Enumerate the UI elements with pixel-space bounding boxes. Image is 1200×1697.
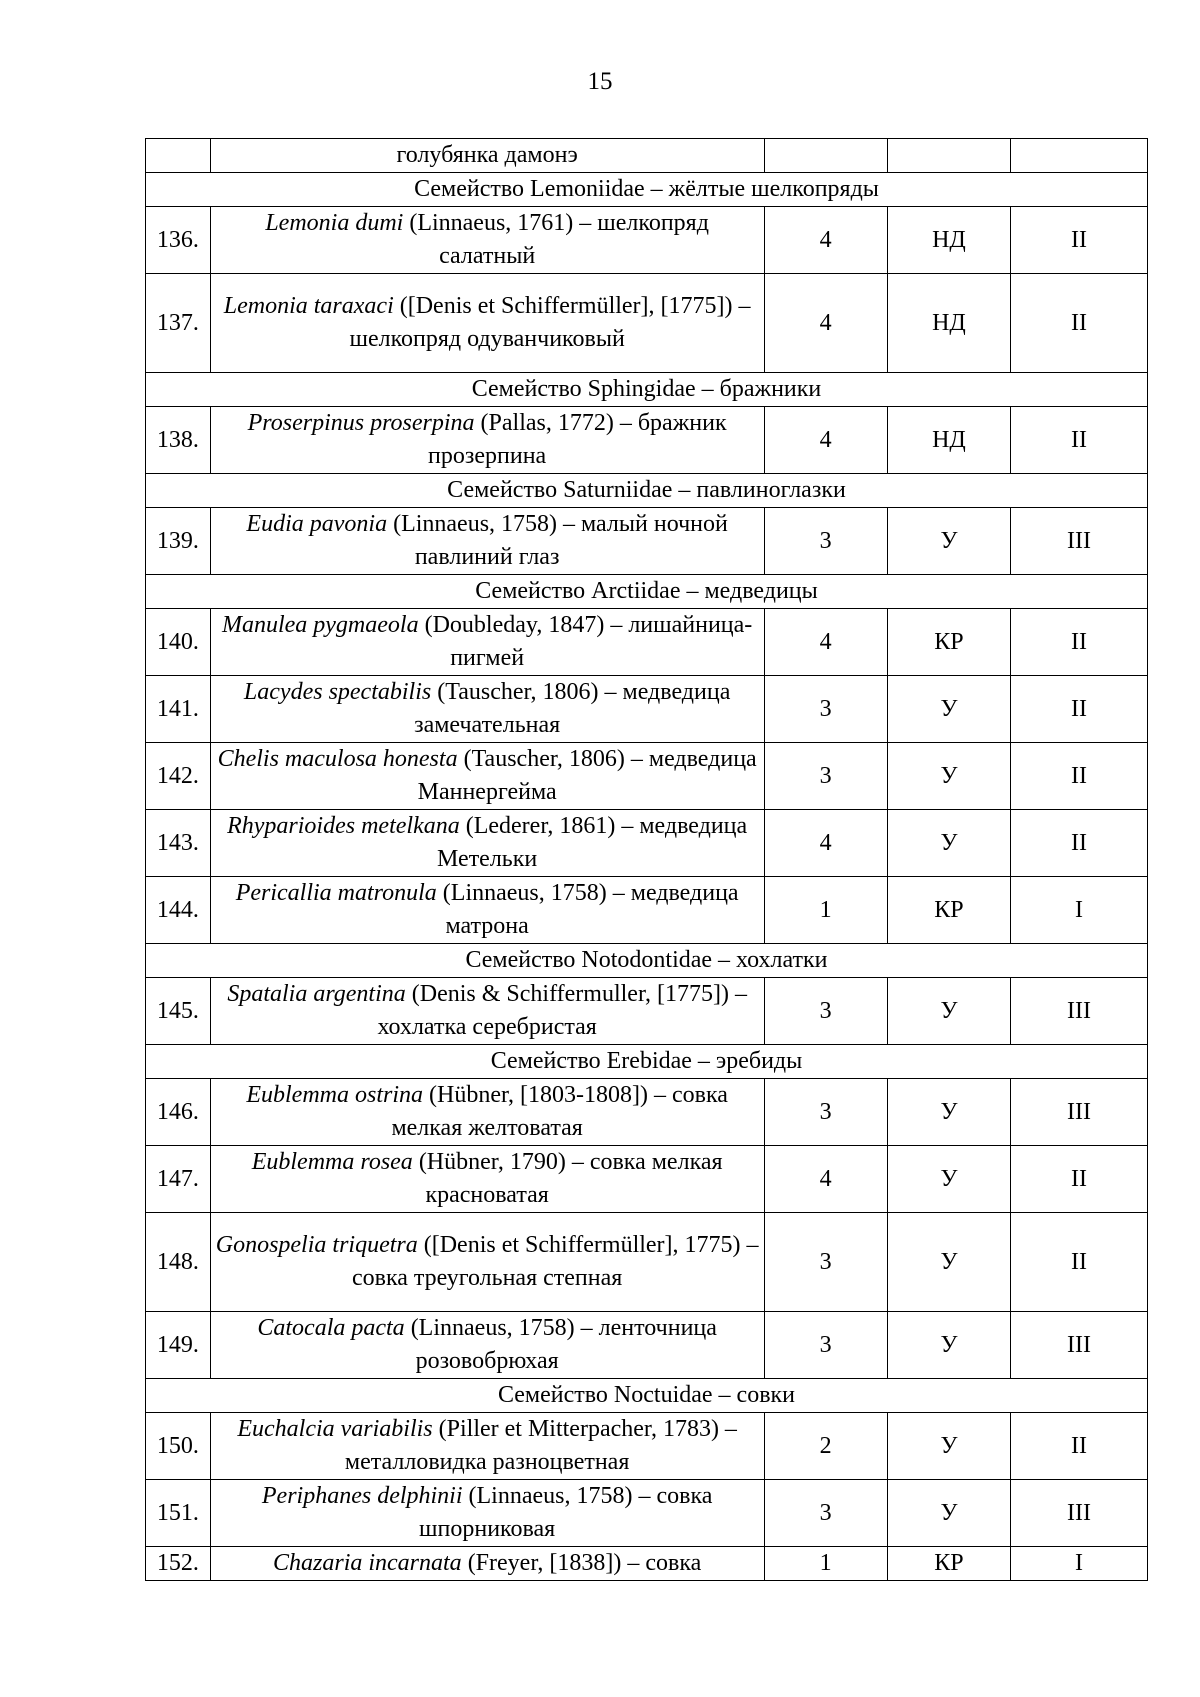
species-name bbox=[210, 1413, 764, 1480]
latin-name: Eublemma ostrina bbox=[246, 1082, 424, 1108]
priority-value: II bbox=[1011, 676, 1148, 743]
latin-name: Chelis maculosa honesta bbox=[217, 746, 458, 772]
species-name bbox=[210, 810, 764, 877]
priority-value: I bbox=[1011, 1547, 1148, 1581]
status-value: У bbox=[887, 1312, 1010, 1379]
continuation-row bbox=[146, 139, 1148, 173]
priority-value: III bbox=[1011, 1079, 1148, 1146]
status-value: У bbox=[887, 1413, 1010, 1480]
category-value: 3 bbox=[764, 1079, 887, 1146]
author-and-common-name: (Hübner, 1790) – совка мелкая красноватая bbox=[412, 1149, 723, 1208]
category-value: 1 bbox=[764, 877, 887, 944]
author-and-common-name: (Lederer, 1861) – медведица Метельки bbox=[437, 813, 748, 872]
category-value: 4 bbox=[764, 609, 887, 676]
species-name bbox=[210, 978, 764, 1045]
family-header-row bbox=[146, 474, 1148, 508]
row-number: 142. bbox=[146, 743, 211, 810]
latin-name: Chazaria incarnata bbox=[273, 1550, 462, 1576]
latin-name: Spatalia argentina bbox=[227, 981, 406, 1007]
row-number: 150. bbox=[146, 1413, 211, 1480]
latin-name: Gonospelia triquetra bbox=[215, 1232, 418, 1258]
status-value: У bbox=[887, 1146, 1010, 1213]
row-number: 151. bbox=[146, 1480, 211, 1547]
family-title: Семейство Sphingidae – бражники bbox=[146, 373, 1148, 407]
category-value: 3 bbox=[764, 1312, 887, 1379]
page-number: 15 bbox=[587, 68, 613, 95]
latin-name: Catocala pacta bbox=[257, 1315, 405, 1341]
species-name bbox=[210, 1079, 764, 1146]
author-and-common-name: (Doubleday, 1847) – лишайница-пигмей bbox=[418, 612, 753, 671]
species-row bbox=[146, 810, 1148, 877]
category-value: 4 bbox=[764, 810, 887, 877]
author-and-common-name: (Linnaeus, 1758) – совка шпорниковая bbox=[419, 1483, 713, 1542]
family-title: Семейство Notodontidae – хохлатки bbox=[146, 944, 1148, 978]
latin-name: Manulea pygmaeola bbox=[221, 612, 419, 638]
row-number: 139. bbox=[146, 508, 211, 575]
author-and-common-name: ([Denis et Schiffermüller], 1775) – совка треугольная степная bbox=[351, 1232, 759, 1291]
species-row bbox=[146, 274, 1148, 373]
family-header-row bbox=[146, 1379, 1148, 1413]
latin-name: Eublemma rosea bbox=[251, 1149, 413, 1175]
row-number: 140. bbox=[146, 609, 211, 676]
status-value: У bbox=[887, 978, 1010, 1045]
species-row bbox=[146, 743, 1148, 810]
status-value: У bbox=[887, 743, 1010, 810]
species-name bbox=[210, 743, 764, 810]
category-value: 2 bbox=[764, 1413, 887, 1480]
author-and-common-name: (Linnaeus, 1758) – малый ночной павлиний глаз bbox=[387, 511, 728, 570]
author-and-common-name: (Freyer, [1838]) – совка bbox=[461, 1550, 702, 1576]
status-value: У bbox=[887, 810, 1010, 877]
category-value bbox=[764, 139, 887, 173]
status-value bbox=[887, 139, 1010, 173]
species-name bbox=[210, 1146, 764, 1213]
category-value: 3 bbox=[764, 508, 887, 575]
species-row bbox=[146, 1079, 1148, 1146]
row-number bbox=[146, 139, 211, 173]
priority-value: III bbox=[1011, 508, 1148, 575]
family-header-row bbox=[146, 575, 1148, 609]
species-name bbox=[210, 1480, 764, 1547]
author-and-common-name: (Hübner, [1803-1808]) – совка мелкая желтоватая bbox=[391, 1082, 728, 1141]
latin-name: Periphanes delphinii bbox=[261, 1483, 463, 1509]
priority-value: II bbox=[1011, 1213, 1148, 1312]
latin-name: Euchalcia variabilis bbox=[237, 1416, 433, 1442]
category-value: 3 bbox=[764, 743, 887, 810]
priority-value: II bbox=[1011, 810, 1148, 877]
family-title: Семейство Lemoniidae – жёлтые шелкопряды bbox=[146, 173, 1148, 207]
category-value: 4 bbox=[764, 207, 887, 274]
status-value: КР bbox=[887, 1547, 1010, 1581]
row-number: 145. bbox=[146, 978, 211, 1045]
latin-name: Lemonia dumi bbox=[265, 210, 404, 236]
family-header-row bbox=[146, 173, 1148, 207]
status-value: У bbox=[887, 1480, 1010, 1547]
species-table bbox=[145, 138, 1148, 1581]
species-row bbox=[146, 1413, 1148, 1480]
priority-value: II bbox=[1011, 609, 1148, 676]
priority-value: III bbox=[1011, 978, 1148, 1045]
priority-value: III bbox=[1011, 1312, 1148, 1379]
latin-name: Lacydes spectabilis bbox=[243, 679, 432, 705]
author-and-common-name: (Tauscher, 1806) – медведица Маннергейма bbox=[417, 746, 757, 805]
family-title: Семейство Arctiidae – медведицы bbox=[146, 575, 1148, 609]
species-name: голубянка дамонэ bbox=[210, 139, 764, 173]
priority-value: III bbox=[1011, 1480, 1148, 1547]
row-number: 136. bbox=[146, 207, 211, 274]
priority-value: I bbox=[1011, 877, 1148, 944]
status-value: НД bbox=[887, 207, 1010, 274]
status-value: НД bbox=[887, 274, 1010, 373]
priority-value: II bbox=[1011, 1146, 1148, 1213]
row-number: 138. bbox=[146, 407, 211, 474]
species-name bbox=[210, 877, 764, 944]
priority-value bbox=[1011, 139, 1148, 173]
species-name bbox=[210, 407, 764, 474]
author-and-common-name: (Piller et Mitterpacher, 1783) – металловидка разноцветная bbox=[344, 1416, 737, 1475]
species-row bbox=[146, 207, 1148, 274]
species-row bbox=[146, 978, 1148, 1045]
species-name bbox=[210, 1213, 764, 1312]
row-number: 148. bbox=[146, 1213, 211, 1312]
species-row bbox=[146, 1312, 1148, 1379]
row-number: 149. bbox=[146, 1312, 211, 1379]
priority-value: II bbox=[1011, 1413, 1148, 1480]
species-name bbox=[210, 274, 764, 373]
species-row bbox=[146, 676, 1148, 743]
latin-name: Lemonia taraxaci bbox=[223, 293, 394, 319]
species-row bbox=[146, 1480, 1148, 1547]
status-value: У bbox=[887, 676, 1010, 743]
author-and-common-name: (Tauscher, 1806) – медведица замечательная bbox=[414, 679, 731, 738]
priority-value: II bbox=[1011, 207, 1148, 274]
category-value: 4 bbox=[764, 274, 887, 373]
category-value: 4 bbox=[764, 407, 887, 474]
family-title: Семейство Noctuidae – совки bbox=[146, 1379, 1148, 1413]
author-and-common-name: ([Denis et Schiffermüller], [1775]) – шелкопряд одуванчиковый bbox=[349, 293, 751, 352]
row-number: 143. bbox=[146, 810, 211, 877]
species-row bbox=[146, 877, 1148, 944]
family-header-row bbox=[146, 373, 1148, 407]
priority-value: II bbox=[1011, 274, 1148, 373]
species-row bbox=[146, 1213, 1148, 1312]
row-number: 141. bbox=[146, 676, 211, 743]
author-and-common-name: (Denis & Schiffermuller, [1775]) – хохлатка серебристая bbox=[377, 981, 747, 1040]
latin-name: Rhyparioides metelkana bbox=[227, 813, 460, 839]
family-header-row bbox=[146, 1045, 1148, 1079]
family-header-row bbox=[146, 944, 1148, 978]
species-name bbox=[210, 207, 764, 274]
status-value: НД bbox=[887, 407, 1010, 474]
family-title: Семейство Erebidae – эребиды bbox=[146, 1045, 1148, 1079]
family-title: Семейство Saturniidae – павлиноглазки bbox=[146, 474, 1148, 508]
latin-name: Proserpinus proserpina bbox=[247, 410, 475, 436]
row-number: 137. bbox=[146, 274, 211, 373]
status-value: У bbox=[887, 1079, 1010, 1146]
category-value: 4 bbox=[764, 1146, 887, 1213]
priority-value: II bbox=[1011, 743, 1148, 810]
author-and-common-name: (Linnaeus, 1761) – шелкопряд салатный bbox=[403, 210, 709, 269]
author-and-common-name: (Linnaeus, 1758) – ленточница розовобрюхая bbox=[404, 1315, 717, 1374]
status-value: КР bbox=[887, 877, 1010, 944]
species-row bbox=[146, 407, 1148, 474]
author-and-common-name: (Linnaeus, 1758) – медведица матрона bbox=[436, 880, 739, 939]
species-name bbox=[210, 609, 764, 676]
author-and-common-name: (Pallas, 1772) – бражник прозерпина bbox=[428, 410, 727, 469]
species-name bbox=[210, 676, 764, 743]
category-value: 1 bbox=[764, 1547, 887, 1581]
species-row bbox=[146, 508, 1148, 575]
species-row bbox=[146, 1146, 1148, 1213]
row-number: 146. bbox=[146, 1079, 211, 1146]
category-value: 3 bbox=[764, 978, 887, 1045]
species-name bbox=[210, 1547, 764, 1581]
row-number: 144. bbox=[146, 877, 211, 944]
category-value: 3 bbox=[764, 676, 887, 743]
row-number: 152. bbox=[146, 1547, 211, 1581]
species-name bbox=[210, 1312, 764, 1379]
latin-name: Pericallia matronula bbox=[235, 880, 437, 906]
category-value: 3 bbox=[764, 1480, 887, 1547]
status-value: КР bbox=[887, 609, 1010, 676]
species-name bbox=[210, 508, 764, 575]
latin-name: Eudia pavonia bbox=[246, 511, 388, 537]
species-row bbox=[146, 1547, 1148, 1581]
category-value: 3 bbox=[764, 1213, 887, 1312]
status-value: У bbox=[887, 508, 1010, 575]
status-value: У bbox=[887, 1213, 1010, 1312]
species-row bbox=[146, 609, 1148, 676]
species-table-body bbox=[146, 139, 1148, 1581]
row-number: 147. bbox=[146, 1146, 211, 1213]
priority-value: II bbox=[1011, 407, 1148, 474]
